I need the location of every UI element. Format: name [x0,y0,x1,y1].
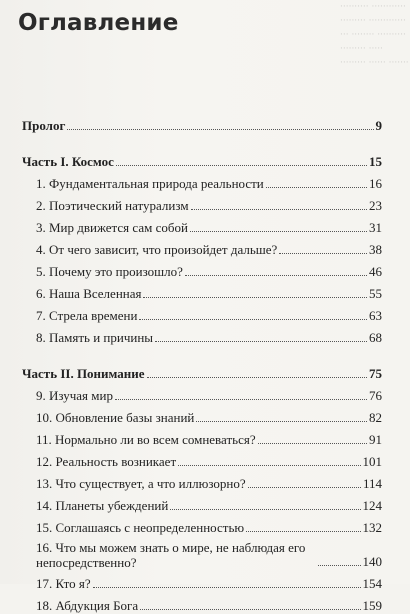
toc-entry-label: 8. Память и причины [36,330,154,345]
dot-leader [190,231,367,232]
toc-entry-page: 31 [369,220,382,235]
toc-entry-page: 46 [369,264,382,279]
toc-entry-page: 63 [369,308,382,323]
toc-entry-page: 9 [375,118,382,133]
toc-entry-page: 16 [369,176,382,191]
toc-entry [22,258,382,280]
toc-entry-label: Часть I. Космос [22,154,114,169]
toc-entry-label: 10. Обновление базы знаний [36,410,195,425]
toc-entry-page: 140 [362,554,382,569]
dot-leader [318,565,361,566]
dot-leader [115,399,367,400]
toc-entry [22,170,382,192]
toc-entry [22,426,382,448]
dot-leader [155,341,367,342]
toc-entry-page: 15 [369,154,382,169]
dot-leader [178,465,360,466]
toc-entry-label: 13. Что существует, а что иллюзорно? [36,476,246,491]
toc-entry-page: 154 [362,576,382,591]
dot-leader [140,609,360,610]
toc-entry [22,214,382,236]
toc-entry-page: 23 [369,198,382,213]
toc-entry-label: Пролог [22,118,66,133]
toc-entry [22,280,382,302]
toc-entry [22,514,382,536]
page-title: Оглавление [18,10,179,36]
table-of-contents [22,112,382,614]
dot-leader [266,187,367,188]
toc-entry [22,536,382,570]
dot-leader [93,587,361,588]
toc-entry-label: 1. Фундаментальная природа реальности [36,176,264,191]
toc-entry-page: 124 [362,498,382,513]
toc-entry-page: 75 [369,366,382,381]
toc-entry-label: 4. От чего зависит, что произойдет дальше? [36,242,278,257]
toc-part-2 [22,360,382,382]
toc-entry-page: 101 [362,454,382,469]
toc-entry-page: 91 [369,432,382,447]
toc-entry-label: 3. Мир движется сам собой [36,220,188,235]
toc-entry [22,470,382,492]
toc-entry-label: 18. Абдукция Бога [36,598,139,613]
dot-leader [170,509,360,510]
dot-leader [143,297,367,298]
toc-entry-label: 11. Нормально ли во всем сомневаться? [36,432,256,447]
toc-entry [22,324,382,346]
toc-entry-page: 114 [362,476,382,491]
dot-leader [185,275,367,276]
toc-entry-label: 17. Кто я? [36,576,91,591]
toc-entry-label: Часть II. Понимание [22,366,145,381]
bleed-through-text: ·········· ············ ········· ············· ··· ········ ·········· ········· ····· ········· ······ ······· [340,2,409,68]
toc-entry-page: 76 [369,388,382,403]
toc-entry [22,570,382,592]
toc-entry-label: 2. Поэтический натурализм [36,198,189,213]
toc-entry-label: 5. Почему это произошло? [36,264,183,279]
dot-leader [67,129,373,130]
toc-entry-label: 7. Стрела времени [36,308,138,323]
dot-leader [258,443,367,444]
toc-entry-page: 82 [369,410,382,425]
toc-entry [22,492,382,514]
toc-entry-label: 16. Что мы можем знать о мире, не наблюдая его непосредственно? [36,540,306,570]
toc-entry [22,382,382,404]
toc-entry-page: 68 [369,330,382,345]
toc-entry-page: 38 [369,242,382,257]
toc-entry-page: 55 [369,286,382,301]
dot-leader [248,487,361,488]
dot-leader [147,377,367,378]
toc-entry-label: 15. Соглашаясь с неопределенностью [36,520,245,535]
toc-entry-label: 14. Планеты убеждений [36,498,169,513]
toc-entry [22,592,382,614]
toc-entry-prologue [22,112,382,134]
toc-entry [22,236,382,258]
toc-entry [22,404,382,426]
toc-entry-label: 9. Изучая мир [36,388,113,403]
toc-entry [22,302,382,324]
dot-leader [246,531,360,532]
toc-entry [22,448,382,470]
toc-entry-page: 132 [362,520,382,535]
dot-leader [196,421,367,422]
dot-leader [279,253,367,254]
toc-entry-label: 6. Наша Вселенная [36,286,142,301]
toc-entry-label: 12. Реальность возникает [36,454,177,469]
dot-leader [139,319,367,320]
toc-entry [22,192,382,214]
toc-part-1 [22,148,382,170]
toc-entry-page: 159 [362,598,382,613]
dot-leader [116,165,367,166]
dot-leader [191,209,367,210]
